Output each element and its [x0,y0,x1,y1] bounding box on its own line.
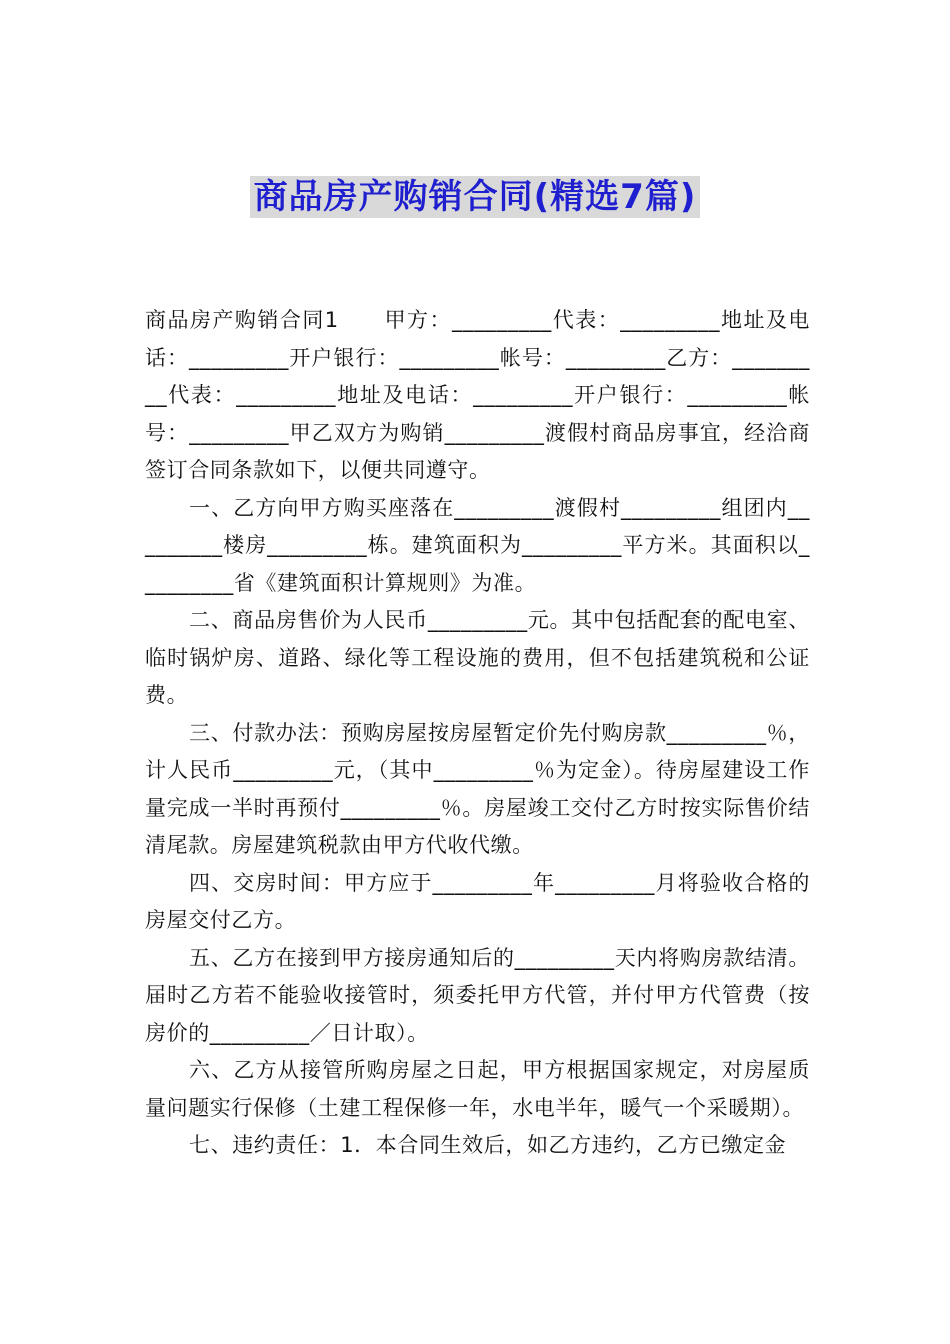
title-area [0,176,950,218]
paragraph-clause-2: 二、商品房售价为人民币_________元。其中包括配套的配电室、临时锅炉房、道路、绿化等工程设施的费用，但不包括建筑税和公证费。 [145,608,810,707]
paragraph-clause-3: 三、付款办法：预购房屋按房屋暂定价先付购房款_________％，计人民币_________元，（其中_________％为定金）。待房屋建设工作量完成一半时再预付_________％。房屋竣工交付乙方时按实际售价结清尾款。房屋建筑税款由甲方代收代缴。 [145,720,810,857]
paragraph-clause-7: 七、违约责任：1．本合同生效后，如乙方违约，乙方已缴定金 [189,1133,787,1157]
paragraph-intro: 商品房产购销合同1 甲方：_________代表：_________地址及电话：_________开户银行：_________帐号：_________乙方：_________代表：_________地址及电话：_________开户银行：_________帐号：_________甲乙双方为购销_________渡假村商品房事宜，经洽商签订合同条款如下，以便共同遵守。 [145,308,810,482]
document-title: 商品房产购销合同(精选7篇) [250,176,701,218]
paragraph-clause-1: 一、乙方向甲方购买座落在_________渡假村_________组团内_________楼房_________栋。建筑面积为_________平方米。其面积以_________省《建筑面积计算规则》为准。 [145,495,810,595]
paragraph-clause-6: 六、乙方从接管所购房屋之日起，甲方根据国家规定，对房屋质量问题实行保修（土建工程保修一年，水电半年，暖气一个采暖期）。 [145,1058,810,1120]
document-body [145,302,810,1165]
paragraph-clause-4: 四、交房时间：甲方应于_________年_________月将验收合格的房屋交付乙方。 [145,870,810,932]
paragraph-clause-5: 五、乙方在接到甲方接房通知后的_________天内将购房款结清。届时乙方若不能验收接管时，须委托甲方代管，并付甲方代管费（按房价的_________／日计取）。 [145,945,810,1045]
